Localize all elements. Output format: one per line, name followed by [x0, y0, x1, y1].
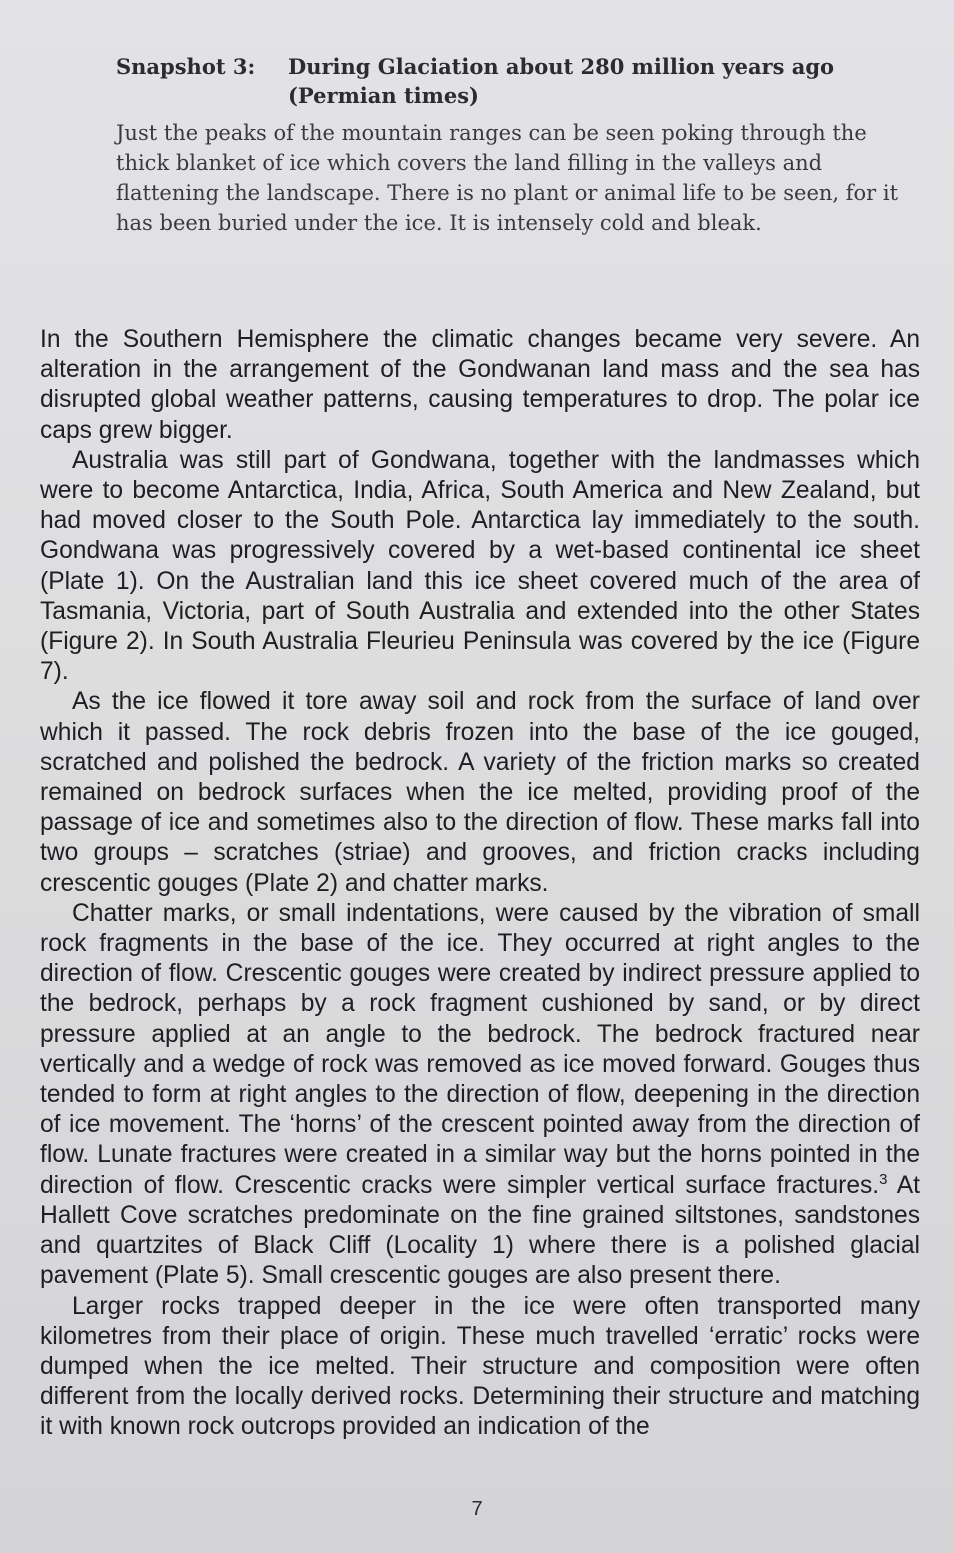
snapshot-description: Just the peaks of the mountain ranges can be seen poking through the thick blanket of ice which covers the land filling in the valleys and flattening the landscape. There is no plant or animal life to be seen, for it has been buried under the ice. It is intensely cold and bleak. [116, 121, 899, 235]
snapshot-heading [116, 52, 906, 110]
hallett-cove-text: At Hallett Cove scratches predominate on the fine grained siltstones, sandstones and quartzites of Black Cliff (Locality 1) where there is a polished glacial pavement (Plate 5). Small crescentic gouges are also present there. [40, 1171, 920, 1290]
chatter-marks-text: Chatter marks, or small indentations, were caused by the vibration of small rock fragments in the base of the ice. They occurred at right angles to the direction of flow. Crescentic gouges were created by indirect pressure applied to the bedrock, perhaps by a rock fragment cushioned by sand, or by direct pressure applied at an angle to the bedrock. The bedrock fractured near vertically and a wedge of rock was removed as ice moved forward. Gouges thus tended to form at right angles to the direction of flow, deepening in the direction of ice movement. The ‘horns’ of the crescent pointed away from the direction of flow. Lunate fractures were created in a similar way but the horns pointed in the direction of flow. Crescentic cracks were simpler vertical surface fractures. [40, 899, 920, 1199]
page-number: 7 [471, 1498, 483, 1520]
paragraph-erratic-rocks: Larger rocks trapped deeper in the ice were often transported many kilometres from their place of origin. These much travelled ‘erratic’ rocks were dumped when the ice melted. Their structure and composition were often different from the locally derived rocks. Determining their structure and matching it with known rock outcrops provided an indication of the [40, 1292, 920, 1441]
snapshot-label: Snapshot 3: [116, 54, 256, 79]
footnote-marker: 3 [879, 1170, 888, 1188]
snapshot-title [288, 52, 906, 110]
paragraph-gondwana: Australia was still part of Gondwana, together with the landmasses which were to become Antarctica, India, Africa, South America and New Zealand, but had moved closer to the South Pole. Antarctica lay immediately to the south. Gondwana was progressively covered by a wet-based continental ice sheet (Plate 1). On the Australian land this ice sheet covered much of the area of Tasmania, Victoria, part of South Australia and extended into the other States (Figure 2). In South Australia Fleurieu Peninsula was covered by the ice (Figure 7). [40, 446, 920, 686]
snapshot-title-line-1: During Glaciation about 280 million years ago [288, 54, 835, 79]
paragraph-southern-hemisphere: In the Southern Hemisphere the climatic changes became very severe. An alteration in the arrangement of the Gondwanan land mass and the sea has disrupted global weather patterns, causing temperatures to drop. The polar ice caps grew bigger. [40, 326, 920, 444]
body-text [40, 325, 920, 1443]
paragraph-chatter-marks [40, 899, 920, 1292]
paragraph-ice-flow: As the ice flowed it tore away soil and rock from the surface of land over which it passed. The rock debris frozen into the base of the ice gouged, scratched and polished the bedrock. A variety of the friction marks so created remained on bedrock surfaces when the ice melted, providing proof of the passage of ice and sometimes also to the direction of flow. These marks fall into two groups – scratches (striae) and grooves, and friction cracks including crescentic gouges (Plate 2) and chatter marks. [40, 688, 920, 897]
snapshot-title-line-2: (Permian times) [288, 83, 479, 108]
snapshot-box [116, 52, 906, 238]
